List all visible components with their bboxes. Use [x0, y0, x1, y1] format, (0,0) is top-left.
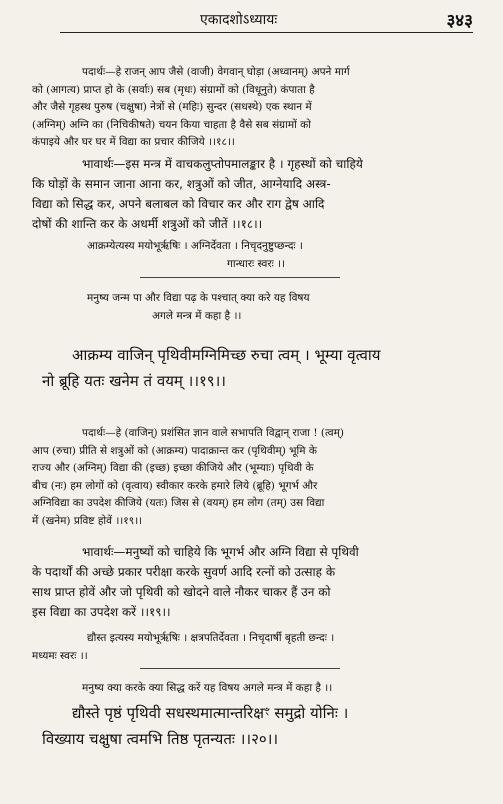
mantra-line: आक्रम्य वाजिन् पृथिवीमग्निमिच्छ रुचा त्वम् । भूम्या वृत्वाय: [72, 346, 381, 364]
chapter-title: एकादशोऽध्यायः: [200, 12, 278, 28]
text-line: बीच (नः) हम लोगों को (वृत्वाय) स्वीकार करके हमारे लिये (ब्रूहि) भूगर्भ और: [32, 479, 318, 492]
text-line: (अग्निम्) अग्नि का (निचिकीषते) चयन किया चाहता है वैसे सब संग्रामों को: [32, 118, 311, 131]
text-line: इस विद्या का उपदेश करें ।।१९।।: [32, 605, 171, 619]
verse18-bhavartha: [32, 154, 487, 234]
text-line: कंपाइये और घर घर में विद्या का प्रचार कीजिये ।।१८।।: [32, 136, 235, 148]
text-line: पदार्थः—हे राजन् आप जैसे (वाजी) वेगवान् घोड़ा (अध्वानम्) अपने मार्ग: [82, 66, 350, 78]
verse19-intro: [32, 290, 487, 325]
text-line: साथ प्राप्त होवें और जो पृथिवी को खोदने वाले नौकर चाकर हैं उन को: [32, 585, 331, 599]
text-line: को (आगत्य) प्राप्त हो के (सर्वाः) सब (मृधः) संग्रामों को (विधूनुते) कंपाता है: [32, 83, 315, 96]
text-line: दोषों की शान्ति कर के अधर्मी शत्रुओं को जीतें ।।१८।।: [32, 217, 263, 231]
text-line: में (खनेम) प्रविष्ट होवें ।।१९।।: [32, 514, 143, 527]
page-number: ३४३: [446, 11, 473, 31]
intro-line: मनुष्य क्या करके क्या सिद्ध करें यह विषय अगले मन्त्र में कहा है ।।: [82, 682, 333, 694]
verse18-padartha: [32, 64, 487, 152]
text-line: कि घोड़ों के समान जाना आना कर, शत्रुओं को जीत, आग्नेयादि अस्त्र-: [32, 177, 331, 191]
rishi-devata-line: आक्रम्येत्यस्य मयोभूर्ऋषिः । अग्निर्देवता । निचृदनुष्टुप्छन्दः ।: [87, 240, 303, 252]
verse20-meta: [32, 630, 487, 665]
verse19-mantra: [32, 342, 487, 394]
text-line: और जैसे गृहस्थ पुरुष (चक्षुषा) नेत्रों से (महिः) सुन्दर (सधस्थे) एक स्थान में: [32, 101, 312, 113]
page-header: [60, 8, 473, 33]
text-line: भावार्थः—इस मन्त्र में वाचकलुप्तोपमालङ्कार है । गृहस्थों को चाहिये: [82, 157, 363, 171]
text-line: भावार्थः—मनुष्यों को चाहिये कि भूगर्भ और अग्नि विद्या से पृथिवी: [82, 545, 359, 559]
text-line: राज्य और (अग्निम्) विद्या की (इच्छ) इच्छा कीजिये और (भूम्याः) पृथिवी के: [32, 462, 314, 474]
intro-line: मनुष्य जन्म पा और विद्या पढ़ के पश्चात् क्या करे यह विषय: [87, 292, 310, 304]
svara-line: गान्धारः स्वरः ।।: [227, 257, 286, 270]
mantra-line: द्यौस्ते पृष्ठं पृथिवी सधस्थमात्मान्तरिक्षꣳ समुद्रो योनिः ।: [72, 704, 349, 722]
verse20-mantra: [32, 700, 487, 752]
rishi-devata-line: द्यौस्त इत्यस्य मयोभूर्ऋषिः । क्षत्रपतिर्देवता । निचृदार्षी बृहती छन्दः ।: [87, 632, 335, 644]
verse19-meta: [32, 238, 487, 273]
divider: [140, 668, 340, 669]
verse19-padartha: [32, 425, 487, 530]
intro-line: अगले मन्त्र में कहा है ।।: [152, 309, 242, 322]
text-line: अग्निविद्या का उपदेश कीजिये (यतः) जिस से (वयम्) हम लोग (तम्) उस विद्या: [32, 497, 325, 509]
text-line: विद्या को सिद्ध कर, अपने बलाबल को विचार कर और राग द्वेष आदि: [32, 197, 325, 211]
verse20-intro: [32, 680, 487, 698]
text-line: के पदार्थों की अच्छे प्रकार परीक्षा करके सुवर्ण आदि रत्नों को उत्साह के: [32, 565, 336, 579]
divider: [140, 277, 340, 278]
text-line: पदार्थः—हे (वाजिन्) प्रशंसित ज्ञान वाले सभापति विद्वान् राजा ! (त्वम्): [82, 427, 345, 439]
mantra-line: विख्याय चक्षुषा त्वमभि तिष्ठ पृतन्यतः ।।२०।।: [42, 730, 279, 748]
mantra-line: नो ब्रूहि यतः खनेम तं वयम् ।।१९।।: [42, 372, 226, 390]
text-line: आप (रुचा) प्रीति से शत्रुओं को (आक्रम्य) पादाक्रान्त कर (पृथिवीम्) भूमि के: [32, 444, 317, 457]
verse19-bhavartha: [32, 542, 487, 622]
svara-line: मध्यमः स्वरः ।।: [32, 649, 88, 662]
